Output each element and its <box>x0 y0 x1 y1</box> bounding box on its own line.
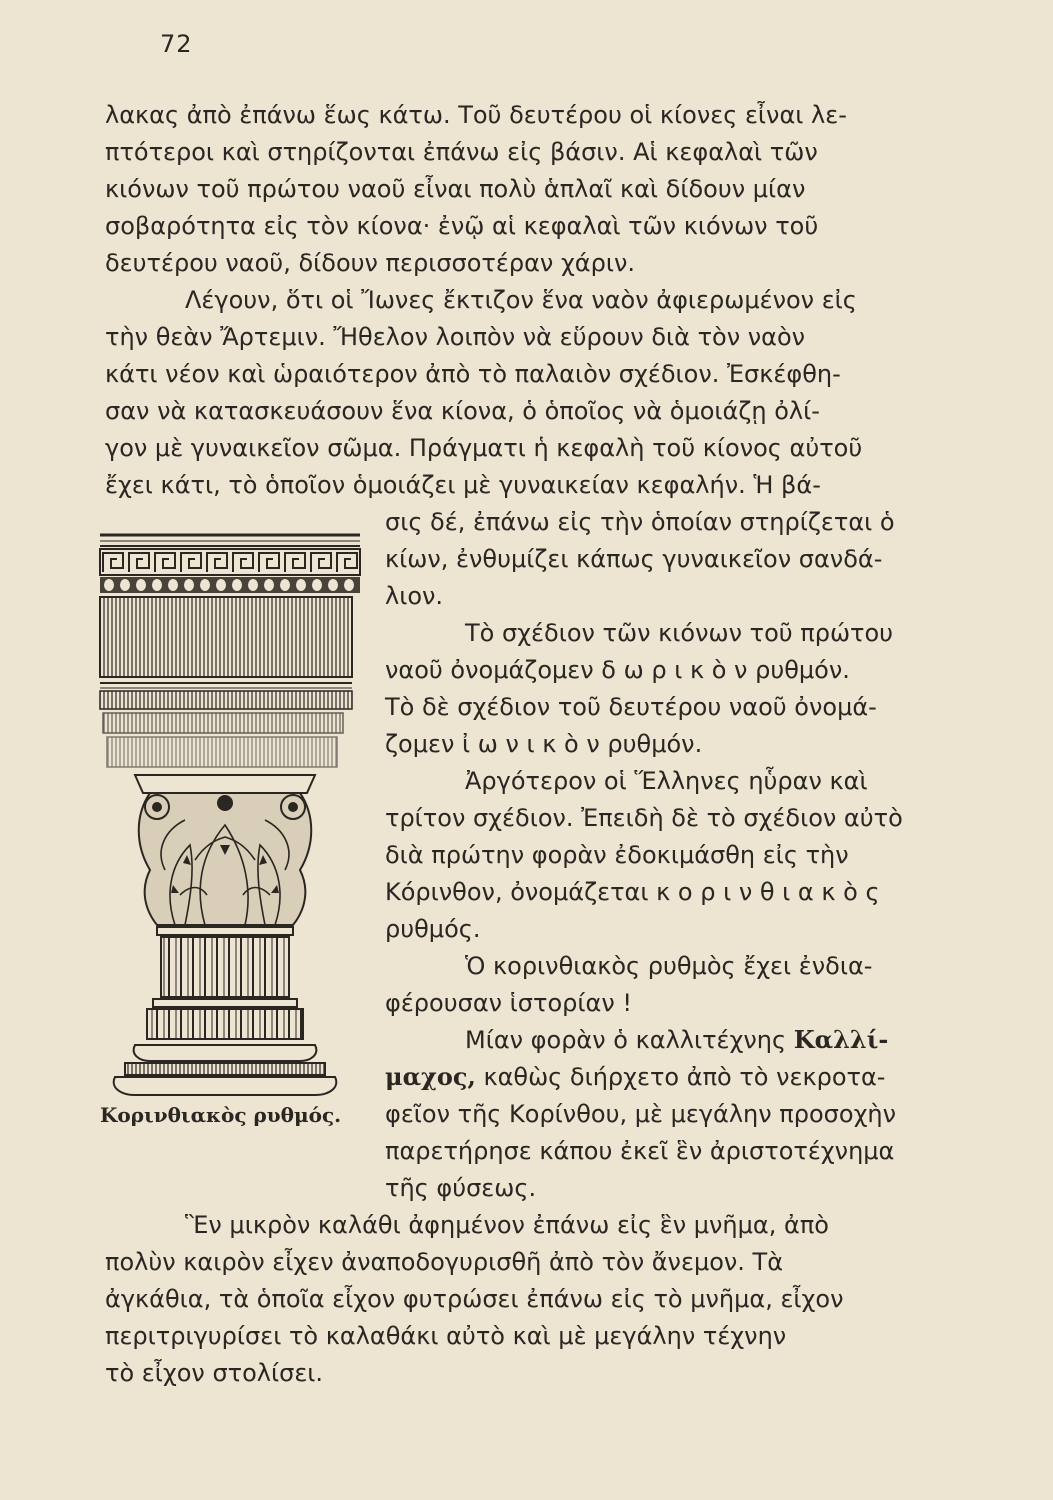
text-line: γον μὲ γυναικεῖον σῶμα. Πράγματι ἡ κεφαλὴ τοῦ κίονος αὐτοῦ <box>105 434 863 462</box>
text-line: παρετήρησε κάπου ἐκεῖ ἓν ἀριστοτέχνημα <box>385 1137 895 1165</box>
text-line <box>465 1025 888 1055</box>
text-line: ἀγκάθια, τὰ ὁποῖα εἶχον φυτρώσει ἐπάνω εἰς τὸ μνῆμα, εἶχον <box>105 1285 844 1313</box>
text-segment: καθὼς διήρχετο ἀπὸ τὸ νεκροτα- <box>483 1063 886 1091</box>
text-line: λακας ἀπὸ ἐπάνω ἕως κάτω. Τοῦ δευτέρου οἱ κίονες εἶναι λε- <box>105 101 847 129</box>
text-line: Κόρινθον, ὀνομάζεται κ ο ρ ι ν θ ι α κ ὸ ς <box>385 878 880 906</box>
text-line: περιτριγυρίσει τὸ καλαθάκι αὐτὸ καὶ μὲ μεγάλην τέχνην <box>105 1322 787 1350</box>
text-line: φέρουσαν ἱστορίαν ! <box>385 989 632 1017</box>
text-line: Τὸ σχέδιον τῶν κιόνων τοῦ πρώτου <box>465 619 894 647</box>
text-line: δευτέρου ναοῦ, δίδουν περισσοτέραν χάριν. <box>105 249 636 277</box>
text-line: σις δέ, ἐπάνω εἰς τὴν ὁποίαν στηρίζεται ὁ <box>385 508 895 536</box>
text-segment: Μίαν φορὰν ὁ καλλιτέχνης <box>465 1026 787 1054</box>
text-line <box>385 1062 885 1092</box>
figure-caption: Κορινθιακὸς ρυθμός. <box>100 1103 342 1127</box>
name-kallimachos-cont: μαχος, <box>385 1062 476 1091</box>
text-line: σαν νὰ κατασκευάσουν ἕνα κίονα, ὁ ὁποῖος νὰ ὁμοιάζῃ ὀλί- <box>105 397 820 425</box>
text-line: Τὸ δὲ σχέδιον τοῦ δευτέρου ναοῦ ὀνομά- <box>385 693 877 721</box>
text-line: Ἀργότερον οἱ Ἕλληνες ηὗραν καὶ <box>465 767 868 795</box>
text-line: ναοῦ ὀνομάζομεν δ ω ρ ι κ ὸ ν ρυθμόν. <box>385 656 850 684</box>
text-line: τὸ εἶχον στολίσει. <box>105 1359 324 1387</box>
text-line: ἔχει κάτι, τὸ ὁποῖον ὁμοιάζει μὲ γυναικείαν κεφαλήν. Ἡ βά- <box>105 471 821 499</box>
text-line: σοβαρότητα εἰς τὸν κίονα· ἐνῷ αἱ κεφαλαὶ τῶν κιόνων τοῦ <box>105 212 819 240</box>
name-kallimachos: Καλλί- <box>793 1025 889 1054</box>
text-line: τρίτον σχέδιον. Ἐπειδὴ δὲ τὸ σχέδιον αὐτὸ <box>385 804 903 832</box>
text-line: πτότεροι καὶ στηρίζονται ἐπάνω εἰς βάσιν. Αἱ κεφαλαὶ τῶν <box>105 138 818 166</box>
text-line: κιόνων τοῦ πρώτου ναοῦ εἶναι πολὺ ἁπλαῖ καὶ δίδουν μίαν <box>105 175 806 203</box>
text-line: τὴν θεὰν Ἄρτεμιν. Ἤθελον λοιπὸν νὰ εὕρουν διὰ τὸν ναὸν <box>105 323 806 351</box>
text-line: ρυθμός. <box>385 915 481 943</box>
page-number: 72 <box>160 30 193 58</box>
text-line: Λέγουν, ὅτι οἱ Ἴωνες ἔκτιζον ἕνα ναὸν ἀφιερωμένον εἰς <box>185 286 857 314</box>
text-line: κάτι νέον καὶ ὡραιότερον ἀπὸ τὸ παλαιὸν σχέδιον. Ἐσκέφθη- <box>105 360 841 388</box>
text-line: λιον. <box>385 582 444 610</box>
text-line: τῆς φύσεως. <box>385 1174 537 1202</box>
corinthian-column-illustration <box>95 525 365 1105</box>
text-line: κίων, ἐνθυμίζει κάπως γυναικεῖον σανδά- <box>385 545 883 573</box>
text-line: Ἓν μικρὸν καλάθι ἀφημένον ἐπάνω εἰς ἓν μνῆμα, ἀπὸ <box>185 1211 829 1239</box>
text-line: φεῖον τῆς Κορίνθου, μὲ μεγάλην προσοχὴν <box>385 1100 897 1128</box>
text-line: διὰ πρώτην φορὰν ἐδοκιμάσθη εἰς τὴν <box>385 841 849 869</box>
text-line: Ὁ κορινθιακὸς ρυθμὸς ἔχει ἐνδια- <box>465 952 873 980</box>
text-line: ζομεν ἰ ω ν ι κ ὸ ν ρυθμόν. <box>385 730 703 758</box>
text-line: πολὺν καιρὸν εἶχεν ἀναποδογυρισθῆ ἀπὸ τὸν ἄνεμον. Τὰ <box>105 1248 784 1276</box>
